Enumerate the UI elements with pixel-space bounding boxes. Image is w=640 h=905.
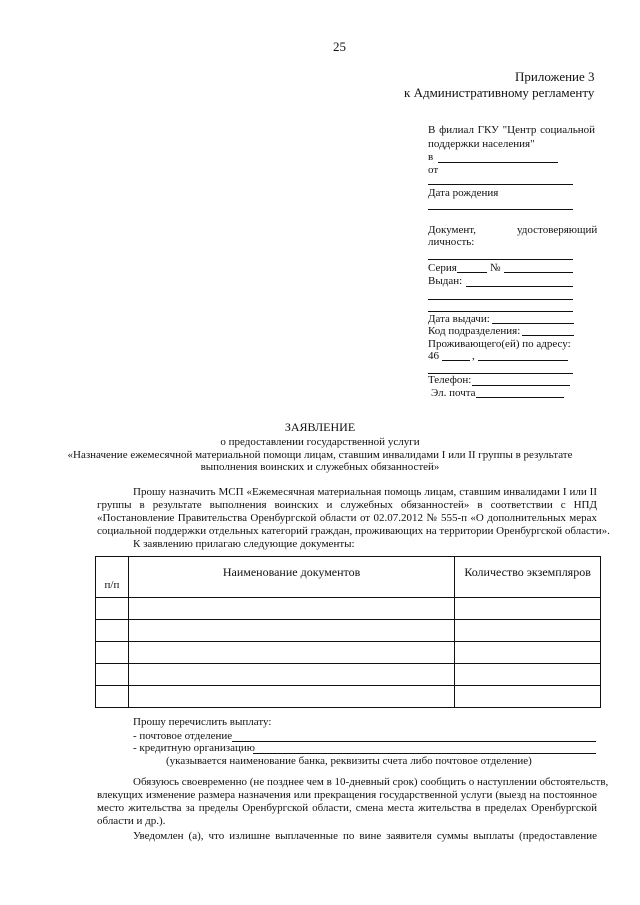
series-field[interactable] bbox=[457, 272, 487, 273]
document-name-cell[interactable] bbox=[128, 664, 454, 686]
address-field[interactable] bbox=[478, 360, 568, 361]
quantity-cell[interactable] bbox=[455, 620, 601, 642]
header-cell-quantity: Количество экземпляров bbox=[455, 557, 601, 598]
credit-org-label: - кредитную организацию bbox=[133, 742, 256, 754]
request-line-4: социальной поддержки отдельных категорий граждан, проживающих на территории Оренбургской области». bbox=[97, 525, 610, 537]
quantity-cell[interactable] bbox=[455, 598, 601, 620]
residing-label: Проживающего(ей) по адресу: bbox=[428, 338, 571, 350]
division-code-label: Код подразделения: bbox=[428, 325, 521, 337]
page-number: 25 bbox=[333, 39, 346, 54]
postcode-prefix: 46 bbox=[428, 350, 439, 362]
addressee-from-label: от bbox=[428, 164, 439, 176]
document-name-cell[interactable] bbox=[128, 642, 454, 664]
document-name-cell[interactable] bbox=[128, 620, 454, 642]
issued-field[interactable] bbox=[466, 286, 573, 287]
document-name-cell[interactable] bbox=[128, 598, 454, 620]
issued-field-line-3[interactable] bbox=[428, 311, 573, 312]
request-line-2: группы в результате выполнения воинских и служебных обязанностей» в соответствии с НПД bbox=[97, 499, 597, 511]
documents-table bbox=[95, 556, 601, 708]
table-header-row bbox=[96, 557, 601, 598]
postcode-field[interactable] bbox=[442, 360, 470, 361]
obligation-line-2: влекущих изменение размера назначения или прекращения государственной услуги (выезд на постоянное bbox=[97, 789, 597, 801]
row-number-cell[interactable] bbox=[96, 664, 129, 686]
post-office-field[interactable] bbox=[232, 741, 596, 742]
credit-org-field[interactable] bbox=[253, 753, 596, 754]
issue-date-label: Дата выдачи: bbox=[428, 313, 490, 325]
appendix-subtitle: к Административному регламенту bbox=[404, 85, 595, 100]
division-code-field[interactable] bbox=[522, 335, 574, 336]
obligation-line-1: Обязуюсь своевременно (не позднее чем в 10-дневный срок) сообщить о наступлении обстоятельств, bbox=[133, 776, 609, 788]
id-document-label-3: личность: bbox=[428, 236, 475, 248]
address-comma: , bbox=[472, 350, 475, 362]
id-document-field[interactable] bbox=[428, 259, 573, 260]
id-document-label-2: удостоверяющий bbox=[517, 224, 598, 236]
addressee-name-field[interactable] bbox=[428, 184, 573, 185]
appendix-title: Приложение 3 bbox=[515, 69, 595, 84]
attachments-intro: К заявлению прилагаю следующие документы: bbox=[133, 538, 355, 550]
quantity-cell[interactable] bbox=[455, 642, 601, 664]
issued-field-line-2[interactable] bbox=[428, 299, 573, 300]
quantity-cell[interactable] bbox=[455, 664, 601, 686]
addressee-in-field[interactable] bbox=[438, 162, 558, 163]
header-cell-number: п/п bbox=[96, 557, 129, 598]
application-subtitle: о предоставлении государственной услуги bbox=[220, 436, 420, 448]
addressee-branch-line-2: поддержки населения" bbox=[428, 138, 535, 150]
header-cell-name: Наименование документов bbox=[128, 557, 454, 598]
phone-field[interactable] bbox=[472, 385, 570, 386]
id-document-label-1: Документ, bbox=[428, 224, 477, 236]
notified-line-1: Уведомлен (а), что излишне выплаченные по вине заявителя суммы выплаты (предоставление bbox=[133, 830, 597, 842]
table-row bbox=[96, 664, 601, 686]
phone-label: Телефон: bbox=[428, 374, 472, 386]
table-row bbox=[96, 620, 601, 642]
request-line-3: «Постановление Правительства Оренбургской области от 02.07.2012 № 555-п «О дополнительных мерах bbox=[97, 512, 597, 524]
birth-date-label: Дата рождения bbox=[428, 187, 499, 199]
number-field[interactable] bbox=[504, 272, 573, 273]
obligation-line-4: области и др.). bbox=[97, 815, 166, 827]
payment-note: (указывается наименование банка, реквизиты счета либо почтовое отделение) bbox=[166, 755, 532, 767]
issued-label: Выдан: bbox=[428, 275, 463, 287]
post-office-label: - почтовое отделение bbox=[133, 730, 233, 742]
addressee-in-label: в bbox=[428, 151, 434, 163]
request-line-1: Прошу назначить МСП «Ежемесячная материальная помощь лицам, ставшим инвалидами I или II bbox=[133, 486, 597, 498]
table-row bbox=[96, 642, 601, 664]
service-name-line-1: «Назначение ежемесячной материальной помощи лицам, ставшим инвалидами I или II группы в результате bbox=[67, 449, 573, 461]
table-row bbox=[96, 686, 601, 708]
document-name-cell[interactable] bbox=[128, 686, 454, 708]
series-label: Серия bbox=[428, 262, 457, 274]
quantity-cell[interactable] bbox=[455, 686, 601, 708]
number-label: № bbox=[490, 262, 501, 274]
addressee-branch-line-1: В филиал ГКУ "Центр социальной bbox=[428, 124, 595, 136]
row-number-cell[interactable] bbox=[96, 598, 129, 620]
email-label: Эл. почта bbox=[431, 387, 476, 399]
service-name-line-2: выполнения воинских и служебных обязанностей» bbox=[200, 461, 440, 473]
application-title: ЗАЯВЛЕНИЕ bbox=[284, 420, 356, 434]
obligation-line-3: место жительства за пределы Оренбургской области, смена места жительства в пределах Оренбургской bbox=[97, 802, 597, 814]
row-number-cell[interactable] bbox=[96, 620, 129, 642]
payment-intro: Прошу перечислить выплату: bbox=[133, 716, 272, 728]
row-number-cell[interactable] bbox=[96, 642, 129, 664]
email-field[interactable] bbox=[476, 397, 564, 398]
row-number-cell[interactable] bbox=[96, 686, 129, 708]
birth-date-field[interactable] bbox=[428, 209, 573, 210]
table-row bbox=[96, 598, 601, 620]
issue-date-field[interactable] bbox=[492, 323, 574, 324]
